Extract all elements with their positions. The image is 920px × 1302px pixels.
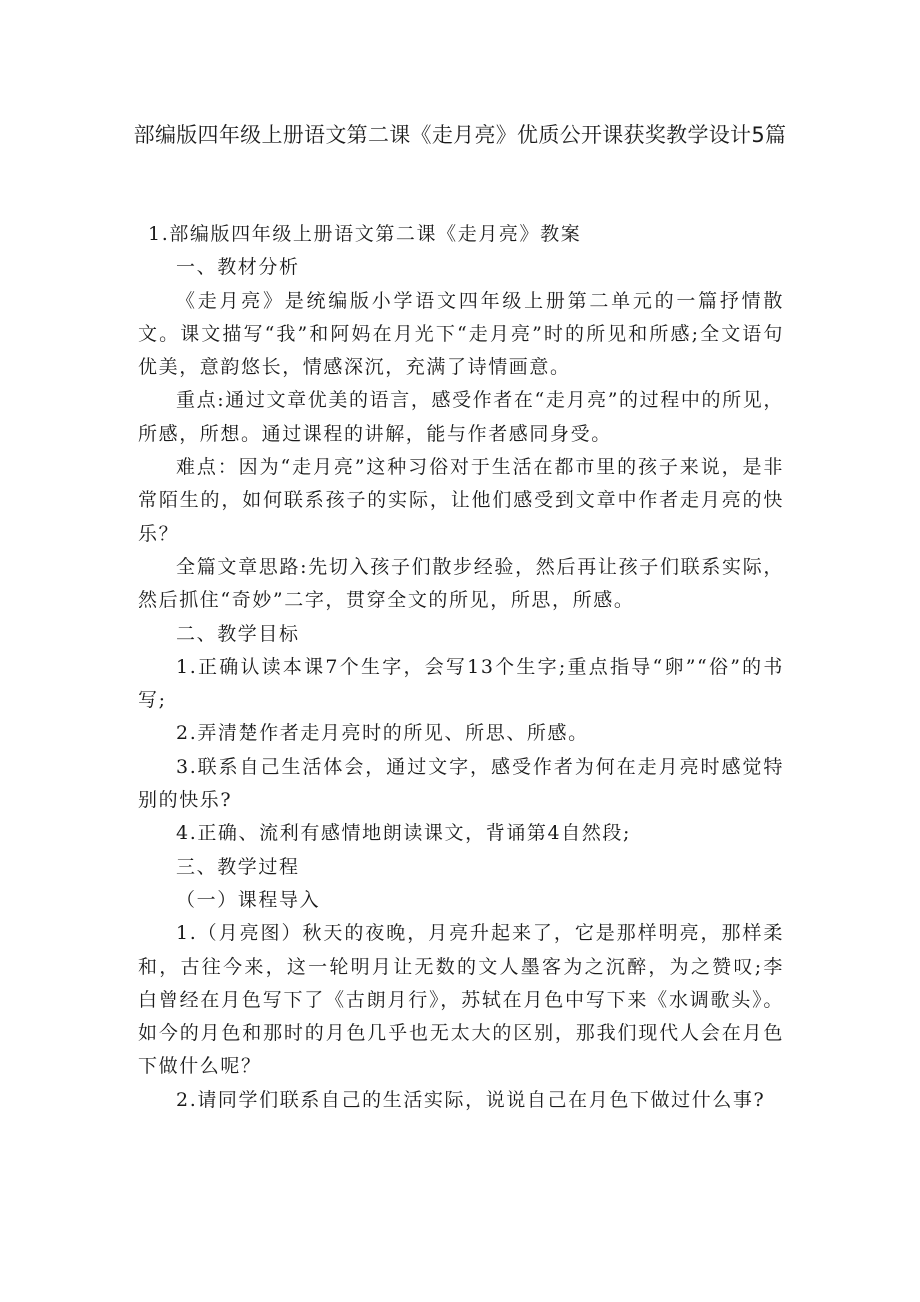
paragraph-key-point: 重点:通过文章优美的语言，感受作者在“走月亮”的过程中的所见，所感，所想。通过课程的讲解，能与作者感同身受。 (138, 389, 784, 445)
lesson-heading: 1.部编版四年级上册语文第二课《走月亮》教案 (148, 223, 582, 245)
intro-item-1: 1.（月亮图）秋天的夜晚，月亮升起来了，它是那样明亮，那样柔和，古往今来，这一轮明月让无数的文人墨客为之沉醉，为之赞叹;李白曾经在月色写下了《古朗月行》，苏轼在月色中写下来《水调歌头》。如今的月色和那时的月色几乎也无太大的区别，那我们现代人会在月色下做什么呢？ (138, 922, 784, 1078)
paragraph-approach: 全篇文章思路:先切入孩子们散步经验，然后再让孩子们联系实际，然后抓住“奇妙”二字，贯穿全文的所见，所思，所感。 (138, 555, 784, 612)
goal-item-1: 1.正确认读本课7个生字，会写13个生字;重点指导“卵”“俗”的书写; (138, 655, 784, 712)
section-heading-goals: 二、教学目标 (176, 622, 300, 645)
paragraph-difficulty: 难点：因为“走月亮”这种习俗对于生活在都市里的孩子来说，是非常陌生的，如何联系孩子的实际，让他们感受到文章中作者走月亮的快乐？ (138, 456, 784, 545)
section-heading-process: 三、教学过程 (176, 855, 300, 878)
subsection-heading-intro: （一）课程导入 (176, 888, 321, 911)
paragraph-analysis: 《走月亮》是统编版小学语文四年级上册第二单元的一篇抒情散文。课文描写“我”和阿妈在月光下“走月亮”时的所见和所感;全文语句优美，意韵悠长，情感深沉，充满了诗情画意。 (138, 289, 784, 379)
intro-item-2: 2.请同学们联系自己的生活实际，说说自己在月色下做过什么事? (176, 1088, 766, 1111)
section-heading-analysis: 一、教材分析 (176, 256, 300, 279)
goal-item-4: 4.正确、流利有感情地朗读课文，背诵第4自然段; (176, 822, 632, 845)
goal-item-3: 3.联系自己生活体会，通过文字，感受作者为何在走月亮时感觉特别的快乐? (138, 755, 784, 812)
goal-item-2: 2.弄清楚作者走月亮时的所见、所思、所感。 (176, 722, 589, 745)
document-title: 部编版四年级上册语文第二课《走月亮》优质公开课获奖教学设计5篇 (133, 123, 787, 147)
document-body (138, 218, 784, 1117)
